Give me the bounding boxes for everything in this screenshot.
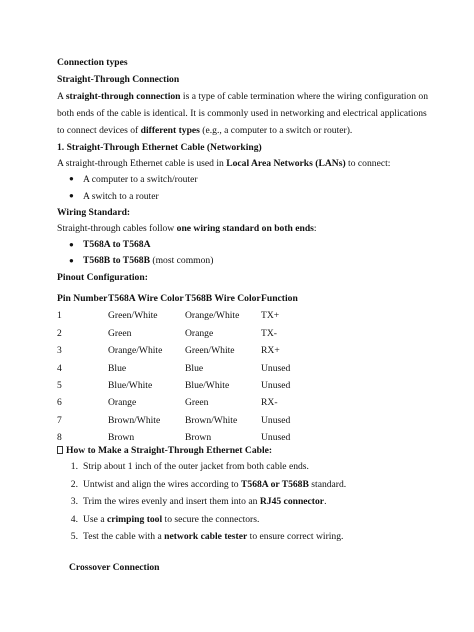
- table-row: [57, 307, 341, 324]
- table-cell: 2: [57, 327, 62, 339]
- table-header-cell: T568B Wire Color: [185, 292, 261, 304]
- table-cell: Unused: [261, 362, 291, 374]
- table-cell: TX+: [261, 310, 280, 322]
- table-cell: Green/White: [185, 345, 235, 357]
- ethernet-paragraph: A straight-through Ethernet cable is used in Local Area Networks (LANs) to connect:: [57, 158, 391, 169]
- list-item: T568B to T568B (most common): [83, 255, 214, 266]
- table-cell: Brown: [185, 432, 212, 444]
- table-cell: 7: [57, 414, 62, 426]
- list-number: 1.: [70, 461, 78, 472]
- wiring-standard-title: Wiring Standard:: [57, 207, 131, 218]
- intro-paragraph-line-1: A straight-through connection is a type of cable termination where the wiring configuration on: [57, 91, 428, 102]
- list-number: 3.: [70, 496, 78, 507]
- table-cell: 3: [57, 345, 62, 357]
- pinout-title: Pinout Configuration:: [57, 272, 148, 283]
- missing-glyph-icon: [57, 446, 63, 454]
- pinout-table: [57, 290, 341, 447]
- list-item: Use a crimping tool to secure the connectors.: [83, 514, 260, 525]
- table-cell: Green: [185, 397, 209, 409]
- table-cell: 5: [57, 379, 62, 391]
- document-heading: Connection types: [57, 57, 128, 68]
- section-title-straight-through: Straight-Through Connection: [57, 74, 180, 85]
- table-header-row: [57, 290, 341, 307]
- table-row: [57, 429, 341, 446]
- table-cell: Unused: [261, 379, 291, 391]
- list-item: A computer to a switch/router: [83, 174, 198, 185]
- table-cell: 1: [57, 310, 62, 322]
- list-number: 4.: [70, 514, 78, 525]
- table-cell: Unused: [261, 414, 291, 426]
- table-cell: Green/White: [108, 310, 158, 322]
- table-cell: Unused: [261, 432, 291, 444]
- table-cell: Brown: [108, 432, 135, 444]
- list-number: 5.: [70, 531, 78, 542]
- table-row: [57, 412, 341, 429]
- list-item: Strip about 1 inch of the outer jacket from both cable ends.: [83, 461, 309, 472]
- table-row: [57, 377, 341, 394]
- list-item: T568A to T568A: [83, 239, 151, 250]
- table-cell: RX+: [261, 345, 280, 357]
- bullet-icon: ●: [69, 174, 74, 183]
- table-cell: Blue/White: [108, 379, 153, 391]
- list-item: Test the cable with a network cable tester to ensure correct wiring.: [83, 531, 344, 542]
- table-header-cell: T568A Wire Color: [108, 292, 184, 304]
- table-cell: 8: [57, 432, 62, 444]
- table-cell: Brown/White: [185, 414, 238, 426]
- table-cell: 4: [57, 362, 62, 374]
- table-cell: Blue: [185, 362, 204, 374]
- howto-title: How to Make a Straight-Through Ethernet Cable:: [57, 445, 272, 457]
- table-row: [57, 360, 341, 377]
- bullet-icon: ●: [69, 191, 74, 200]
- table-header-cell: Pin Number: [57, 292, 108, 304]
- table-row: [57, 394, 341, 411]
- table-row: [57, 325, 341, 342]
- section-title-crossover: Crossover Connection: [69, 562, 160, 573]
- intro-paragraph-line-3: to connect devices of different types (e.g., a computer to a switch or router).: [57, 125, 353, 136]
- table-row: [57, 342, 341, 359]
- table-cell: Orange/White: [185, 310, 240, 322]
- table-cell: Brown/White: [108, 414, 161, 426]
- table-cell: TX-: [261, 327, 277, 339]
- table-cell: RX-: [261, 397, 278, 409]
- list-number: 2.: [70, 479, 78, 490]
- list-item: Trim the wires evenly and insert them into an RJ45 connector.: [83, 496, 327, 507]
- bullet-icon: ●: [69, 256, 74, 265]
- table-cell: Blue/White: [185, 379, 230, 391]
- table-cell: 6: [57, 397, 62, 409]
- subsection-title-ethernet: 1. Straight-Through Ethernet Cable (Networking): [57, 142, 262, 153]
- list-item: Untwist and align the wires according to T568A or T568B standard.: [83, 479, 347, 490]
- table-cell: Blue: [108, 362, 127, 374]
- list-item: A switch to a router: [83, 191, 159, 202]
- wiring-paragraph: Straight-through cables follow one wiring standard on both ends:: [57, 223, 317, 234]
- bullet-icon: ●: [69, 240, 74, 249]
- table-cell: Orange: [185, 327, 214, 339]
- intro-paragraph-line-2: both ends of the cable is identical. It is commonly used in networking and electrical applications: [57, 108, 427, 119]
- table-cell: Orange: [108, 397, 137, 409]
- table-cell: Orange/White: [108, 345, 163, 357]
- table-cell: Green: [108, 327, 132, 339]
- table-header-cell: Function: [261, 292, 298, 304]
